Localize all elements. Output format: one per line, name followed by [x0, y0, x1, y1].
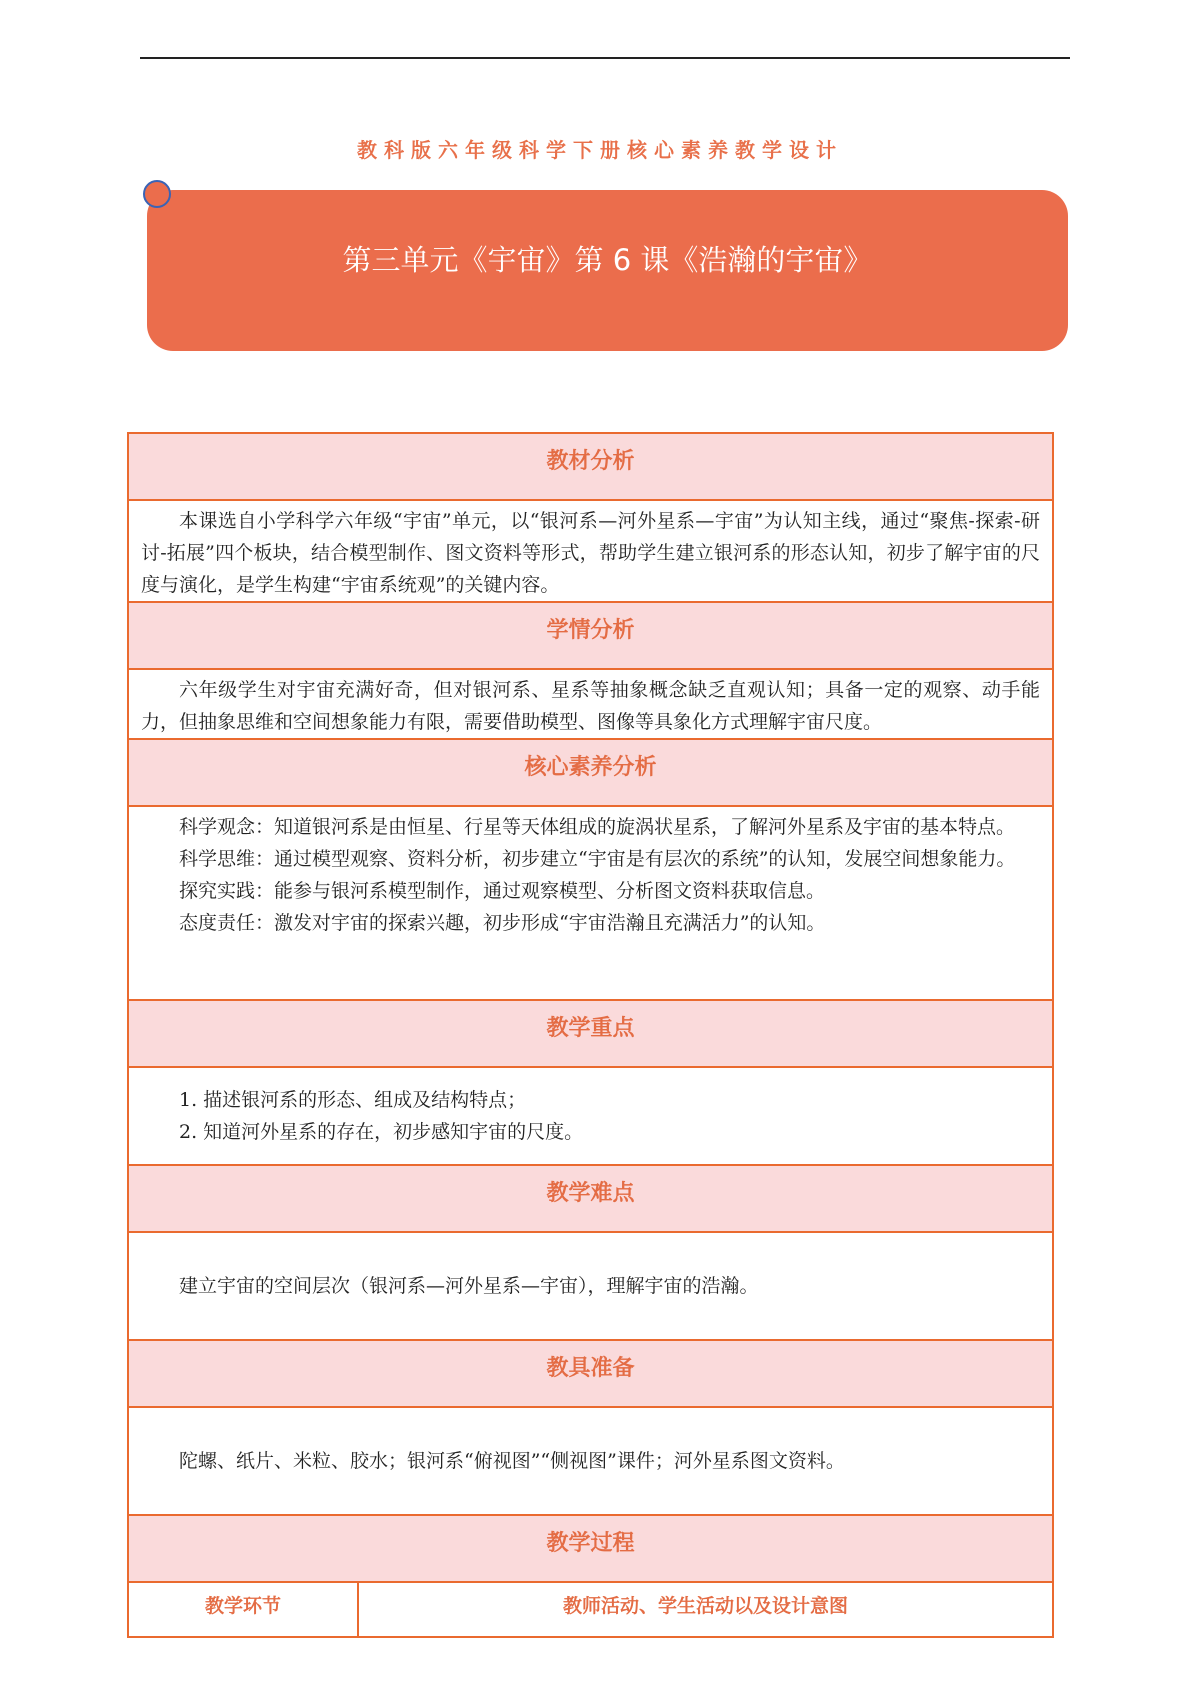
section-process-head-row	[128, 1515, 1053, 1582]
section-keypoints-body-row	[128, 1067, 1053, 1165]
section-material-body-row	[128, 500, 1053, 602]
paragraph: 探究实践：能参与银河系模型制作，通过观察模型、分析图文资料获取信息。	[179, 880, 826, 902]
section-difficulties-head-row	[128, 1165, 1053, 1232]
column-header-activity: 教师活动、学生活动以及设计意图	[358, 1582, 1053, 1637]
banner-dot-decoration	[143, 180, 171, 208]
section-students-head-row	[128, 602, 1053, 669]
section-students-body-row	[128, 669, 1053, 739]
section-body-key-points	[128, 1067, 1053, 1165]
section-literacy-body-row	[128, 806, 1053, 1000]
section-heading-materials-prep: 教具准备	[128, 1340, 1053, 1407]
lesson-title-banner	[147, 190, 1068, 351]
section-literacy-head-row	[128, 739, 1053, 806]
paragraph: 建立宇宙的空间层次（银河系—河外星系—宇宙），理解宇宙的浩瀚。	[179, 1275, 759, 1297]
list-item: 2. 知道河外星系的存在，初步感知宇宙的尺度。	[179, 1121, 584, 1143]
section-keypoints-head-row	[128, 1000, 1053, 1067]
section-heading-students: 学情分析	[128, 602, 1053, 669]
section-heading-key-points: 教学重点	[128, 1000, 1053, 1067]
section-body-material	[128, 500, 1053, 602]
list-item: 1. 描述银河系的形态、组成及结构特点；	[179, 1089, 527, 1111]
section-body-materials-prep	[128, 1407, 1053, 1515]
process-column-header-row	[128, 1582, 1053, 1637]
section-material-head-row	[128, 433, 1053, 500]
header-rule	[140, 57, 1070, 59]
section-heading-literacy: 核心素养分析	[128, 739, 1053, 806]
paragraph: 六年级学生对宇宙充满好奇，但对银河系、星系等抽象概念缺乏直观认知；具备一定的观察、动手能力，但抽象思维和空间想象能力有限，需要借助模型、图像等具象化方式理解宇宙尺度。	[141, 679, 1041, 733]
section-body-students	[128, 669, 1053, 739]
paragraph: 本课选自小学科学六年级“宇宙”单元，以“银河系—河外星系—宇宙”为认知主线，通过“聚焦-探索-研讨-拓展”四个板块，结合模型制作、图文资料等形式，帮助学生建立银河系的形态认知，初步了解宇宙的尺度与演化，是学生构建“宇宙系统观”的关键内容。	[141, 510, 1041, 596]
column-header-stage: 教学环节	[128, 1582, 358, 1637]
paragraph: 态度责任：激发对宇宙的探索兴趣，初步形成“宇宙浩瀚且充满活力”的认知。	[179, 912, 826, 934]
lesson-title: 第三单元《宇宙》第 6 课《浩瀚的宇宙》	[342, 243, 873, 277]
paragraph: 科学观念：知道银河系是由恒星、行星等天体组成的旋涡状星系，了解河外星系及宇宙的基本特点。	[179, 816, 1016, 838]
lesson-plan-table	[127, 432, 1054, 1638]
document-subtitle: 教科版六年级科学下册核心素养教学设计	[357, 138, 843, 162]
section-body-difficulties	[128, 1232, 1053, 1340]
section-materials-head-row	[128, 1340, 1053, 1407]
paragraph: 科学思维：通过模型观察、资料分析，初步建立“宇宙是有层次的系统”的认知，发展空间想象能力。	[179, 848, 1016, 870]
section-heading-difficulties: 教学难点	[128, 1165, 1053, 1232]
section-materials-body-row	[128, 1407, 1053, 1515]
section-difficulties-body-row	[128, 1232, 1053, 1340]
paragraph: 陀螺、纸片、米粒、胶水；银河系“俯视图”“侧视图”课件；河外星系图文资料。	[179, 1450, 845, 1472]
section-heading-process: 教学过程	[128, 1515, 1053, 1582]
section-body-literacy	[128, 806, 1053, 1000]
section-heading-material: 教材分析	[128, 433, 1053, 500]
